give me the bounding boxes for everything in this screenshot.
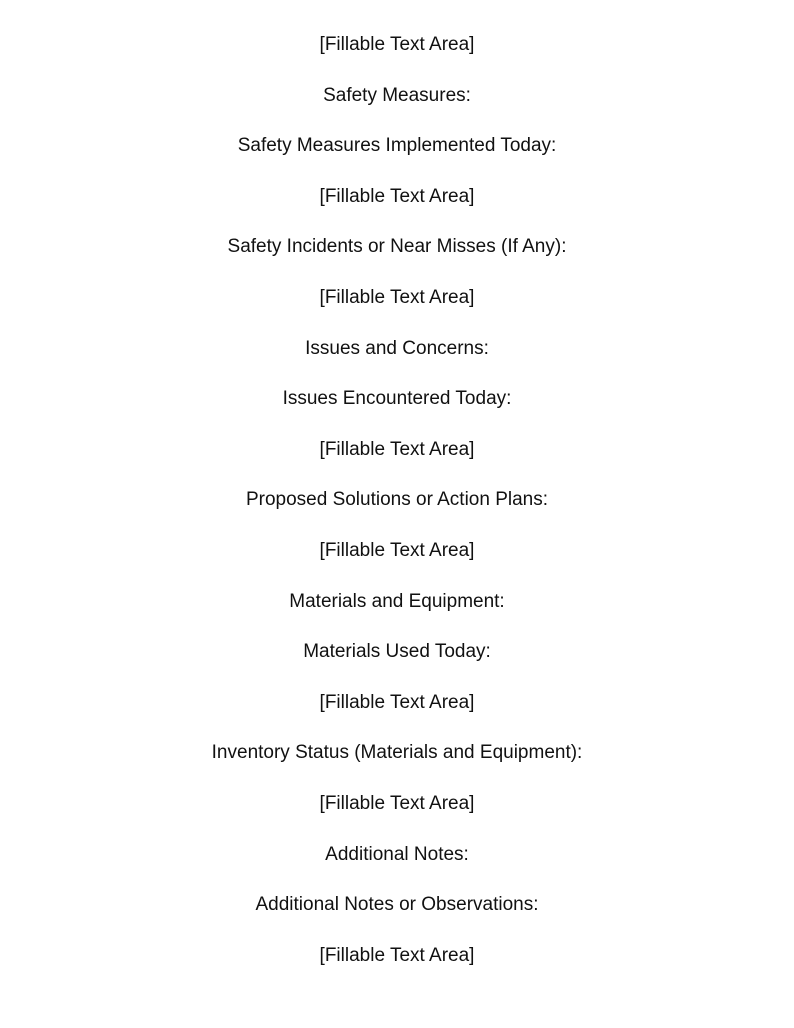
section-heading-additional-notes: Additional Notes: [325,843,469,865]
fillable-text-area-placeholder[interactable]: [Fillable Text Area] [319,944,475,966]
field-label-proposed-solutions: Proposed Solutions or Action Plans: [245,489,549,511]
fillable-text-area-placeholder[interactable]: [Fillable Text Area] [319,185,475,207]
fillable-text-area-placeholder[interactable]: [Fillable Text Area] [319,792,475,814]
field-label-safety-measures-implemented: Safety Measures Implemented Today: [237,135,557,157]
section-heading-safety-measures: Safety Measures: [323,84,471,106]
field-label-additional-notes-observations: Additional Notes or Observations: [255,894,539,916]
section-heading-materials-equipment: Materials and Equipment: [289,590,505,612]
section-heading-issues-concerns: Issues and Concerns: [305,337,489,359]
fillable-text-area-placeholder[interactable]: [Fillable Text Area] [319,691,475,713]
field-label-issues-encountered: Issues Encountered Today: [282,388,512,410]
fillable-text-area-placeholder[interactable]: [Fillable Text Area] [319,539,475,561]
fillable-text-area-placeholder[interactable]: [Fillable Text Area] [319,34,475,55]
fillable-text-area-placeholder[interactable]: [Fillable Text Area] [319,438,475,460]
field-label-safety-incidents: Safety Incidents or Near Misses (If Any): [227,236,567,258]
field-label-materials-used: Materials Used Today: [303,641,491,663]
field-label-inventory-status: Inventory Status (Materials and Equipment): [211,742,583,764]
fillable-text-area-placeholder[interactable]: [Fillable Text Area] [319,286,475,308]
